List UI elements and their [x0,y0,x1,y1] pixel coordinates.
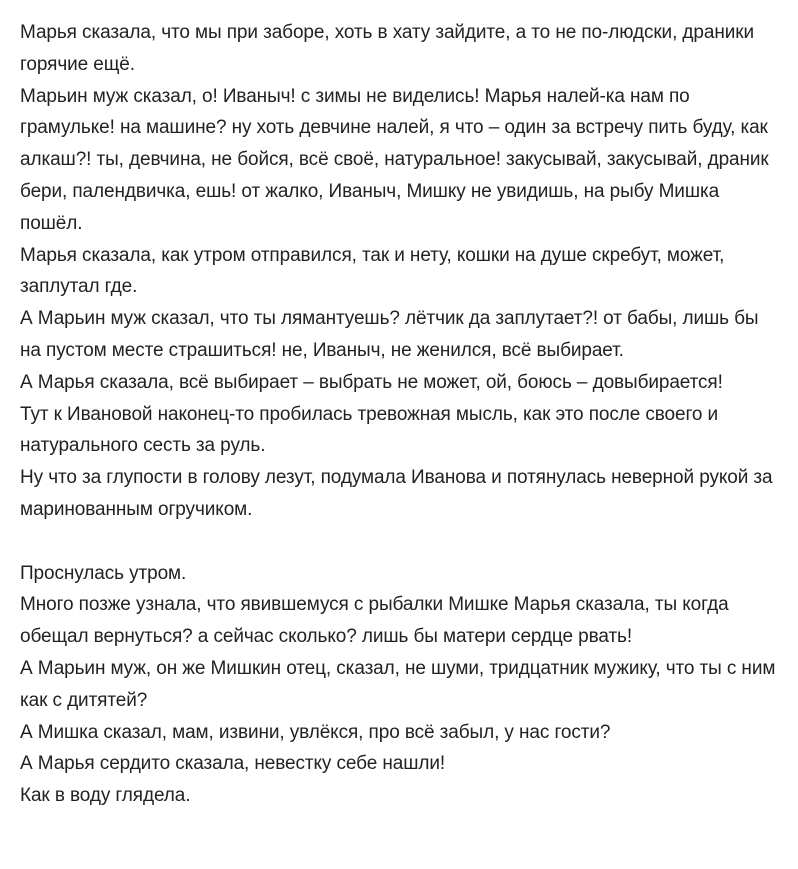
paragraph: Ну что за глупости в голову лезут, подумала Иванова и потянулась неверной рукой за маринованным огручиком. [20,467,773,520]
paragraph: Марьин муж сказал, о! Иваныч! с зимы не виделись! Марья налей-ка нам по грамульке! на машине? ну хоть девчине налей, я что – один за встречу пить буду, как алкаш?! ты, девчина, не бойся, всё своё, натуральное! закусывай, закусывай, драник бери, палендвичка, ешь! от жалко, Иваныч, Мишку не увидишь, на рыбу Мишка пошёл. [20,85,769,234]
paragraph: Много позже узнала, что явившемуся с рыбалки Мишке Марья сказала, ты когда обещал вернуться? а сейчас сколько? лишь бы матери сердце рвать! [20,594,729,648]
story-text [20,17,780,812]
paragraph-gap [20,526,780,558]
paragraph: Проснулась утром. [20,562,187,584]
paragraph: Тут к Ивановой наконец-то пробилась тревожная мысль, как это после своего и натурального сесть за руль. [20,403,719,457]
paragraph: А Мишка сказал, мам, извини, увлёкся, про всё забыл, у нас гости? [20,721,611,743]
paragraph: Как в воду глядела. [20,785,191,807]
paragraph: А Марья сказала, всё выбирает – выбрать не может, ой, боюсь – довыбирается! [20,371,723,393]
paragraph: А Марьин муж, он же Мишкин отец, сказал, не шуми, тридцатник мужику, что ты с ним как с дитятей? [20,657,776,711]
paragraph: Марья сказала, что мы при заборе, хоть в хату зайдите, а то не по-людски, драники горячие ещё. [20,22,754,75]
paragraph: А Марьин муж сказал, что ты лямантуешь? лётчик да заплутает?! от бабы, лишь бы на пустом месте страшиться! не, Иваныч, не женился, всё выбирает. [20,308,759,361]
paragraph: Марья сказала, как утром отправился, так и нету, кошки на душе скребут, может, заплутал где. [20,244,725,298]
paragraph: А Марья сердито сказала, невестку себе нашли! [20,753,446,775]
